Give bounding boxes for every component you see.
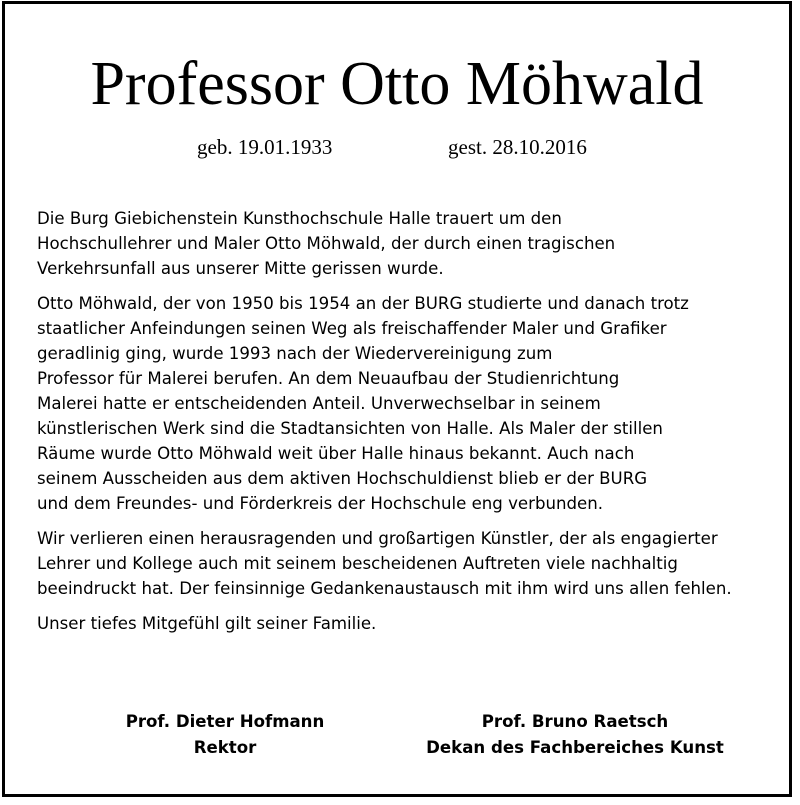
paragraph-biography: [37, 291, 787, 516]
text-line: Otto Möhwald, der von 1950 bis 1954 an der BURG studierte und danach trotz: [37, 294, 689, 313]
text-line: Räume wurde Otto Möhwald weit über Halle hinaus bekannt. Auch nach: [37, 444, 635, 463]
notice-title: Professor Otto Möhwald: [90, 50, 704, 118]
text-line: künstlerischen Werk sind die Stadtansichten von Halle. Als Maler der stillen: [37, 419, 663, 438]
text-line: Malerei hatte er entscheidenden Anteil. Unverwechselbar in seinem: [37, 394, 601, 413]
text-line: Professor für Malerei berufen. An dem Neuaufbau der Studienrichtung: [37, 369, 620, 388]
text-line: Verkehrsunfall aus unserer Mitte gerissen wurde.: [37, 259, 444, 278]
signatory-name: Prof. Bruno Raetsch: [481, 712, 669, 731]
text-line: Unser tiefes Mitgefühl gilt seiner Familie.: [37, 614, 377, 633]
text-line: geradlinig ging, wurde 1993 nach der Wiedervereinigung zum: [37, 344, 553, 363]
paragraph-condolence: [37, 611, 787, 636]
paragraph-tribute: [37, 526, 787, 601]
text-line: Wir verlieren einen herausragenden und großartigen Künstler, der als engagierter: [37, 529, 718, 548]
signatory-rector: [115, 709, 335, 761]
signatory-dean: [405, 709, 745, 761]
signatory-role: Dekan des Fachbereiches Kunst: [426, 738, 724, 757]
signatory-role: Rektor: [193, 738, 257, 757]
text-line: seinem Ausscheiden aus dem aktiven Hochschuldienst blieb er der BURG: [37, 469, 648, 488]
text-line: staatlicher Anfeindungen seinen Weg als freischaffender Maler und Grafiker: [37, 319, 667, 338]
death-date: gest. 28.10.2016: [448, 135, 587, 159]
text-line: Lehrer und Kollege auch mit seinem bescheidenen Auftreten viele nachhaltig: [37, 554, 678, 573]
paragraph-mourning: [37, 206, 787, 281]
notice-body: [37, 206, 787, 646]
signatory-name: Prof. Dieter Hofmann: [125, 712, 325, 731]
birth-date: geb. 19.01.1933: [197, 135, 333, 159]
text-line: beeindruckt hat. Der feinsinnige Gedankenaustausch mit ihm wird uns allen fehlen.: [37, 579, 732, 598]
text-line: Hochschullehrer und Maler Otto Möhwald, der durch einen tragischen: [37, 234, 616, 253]
obituary-notice: [2, 1, 792, 797]
text-line: und dem Freundes- und Förderkreis der Hochschule eng verbunden.: [37, 494, 604, 513]
text-line: Die Burg Giebichenstein Kunsthochschule Halle trauert um den: [37, 209, 562, 228]
